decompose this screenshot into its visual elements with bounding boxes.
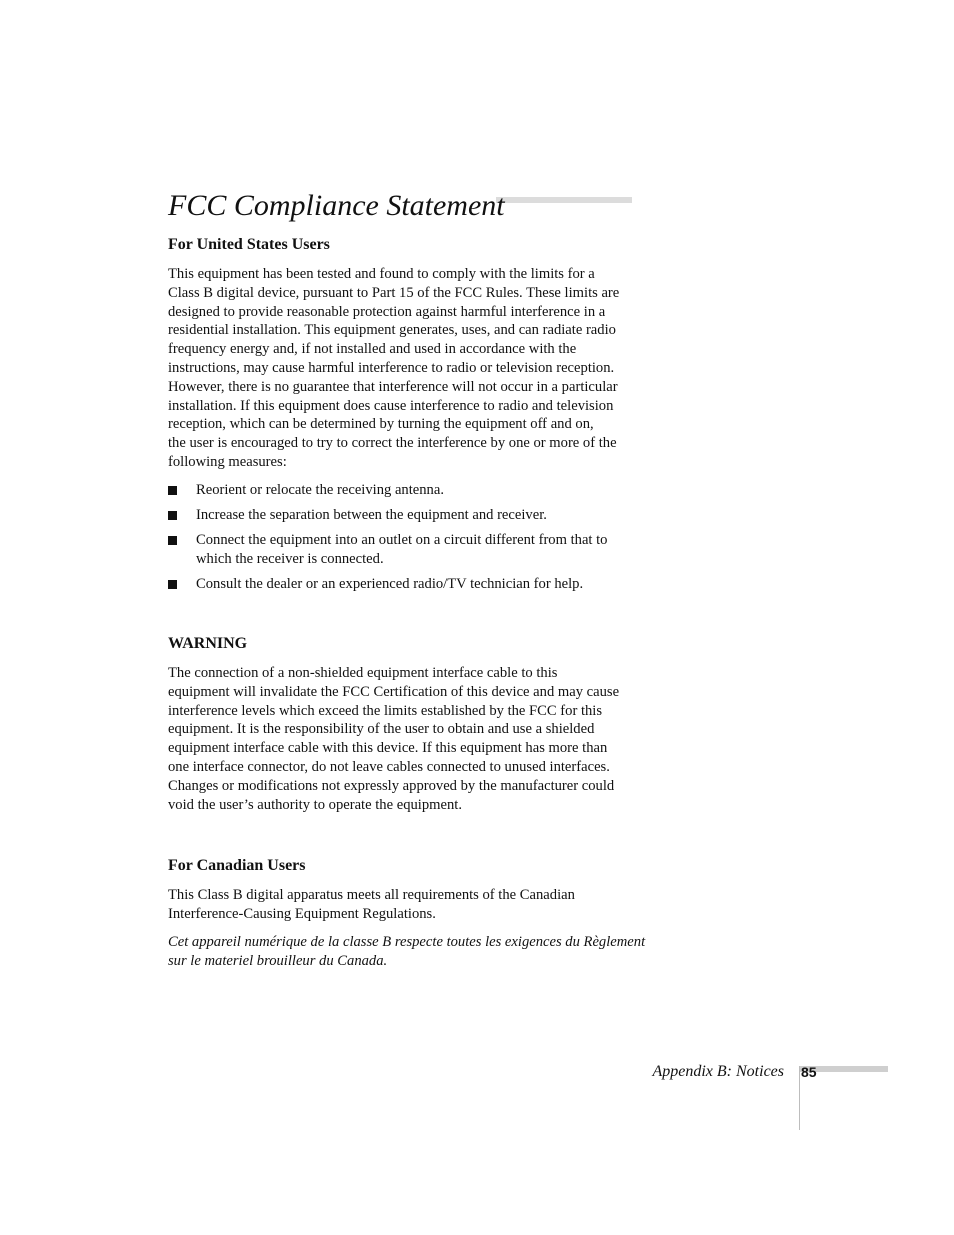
paragraph-line: Changes or modifications not expressly approved by the manufacturer could (168, 777, 615, 794)
paragraph-line: designed to provide reasonable protection against harmful interference in a (168, 303, 606, 320)
paragraph-line: void the user’s authority to operate the equipment. (168, 796, 462, 813)
list-item-text: Consult the dealer or an experienced radio/TV technician for help. (196, 576, 584, 592)
paragraph-line: installation. If this equipment does cause interference to radio and television (168, 397, 614, 414)
square-bullet-icon (168, 580, 177, 589)
canadian-users-heading: For Canadian Users (168, 857, 306, 874)
paragraph-line: instructions, may cause harmful interference to radio or television reception. (168, 359, 615, 376)
warning-paragraph (168, 664, 638, 814)
footer-divider (799, 1066, 800, 1130)
page-number: 85 (801, 1064, 817, 1080)
paragraph-line: Cet appareil numérique de la classe B respecte toutes les exigences du Règlement (168, 934, 646, 950)
warning-heading: WARNING (168, 635, 248, 652)
paragraph-line: reception, which can be determined by turning the equipment off and on, (168, 416, 594, 433)
square-bullet-icon (168, 511, 177, 520)
paragraph-line: This equipment has been tested and found to comply with the limits for a (168, 266, 595, 282)
paragraph-line: equipment will invalidate the FCC Certification of this device and may cause (168, 683, 620, 700)
paragraph-line: The connection of a non-shielded equipment interface cable to this (168, 665, 558, 681)
list-item-text: Connect the equipment into an outlet on a circuit different from that to (196, 532, 608, 548)
list-item-text: Increase the separation between the equipment and receiver. (196, 507, 547, 523)
paragraph-line: the user is encouraged to try to correct the interference by one or more of the (168, 435, 617, 452)
paragraph-line: This Class B digital apparatus meets all requirements of the Canadian (168, 887, 575, 903)
footer-section-title: Appendix B: Notices (652, 1063, 784, 1080)
paragraph-line: equipment interface cable with this device. If this equipment has more than (168, 740, 608, 757)
list-item-text: Reorient or relocate the receiving antenna. (196, 482, 444, 498)
paragraph-line: frequency energy and, if not installed and used in accordance with the (168, 341, 577, 358)
canadian-users-paragraph (168, 886, 638, 924)
paragraph-line: residential installation. This equipment generates, uses, and can radiate radio (168, 322, 616, 339)
paragraph-line: sur le materiel brouilleur du Canada. (168, 952, 388, 969)
square-bullet-icon (168, 486, 177, 495)
list-item-text: which the receiver is connected. (196, 550, 384, 567)
paragraph-line: following measures: (168, 453, 287, 470)
paragraph-line: one interface connector, do not leave cables connected to unused interfaces. (168, 758, 610, 775)
title-rule (496, 197, 632, 203)
us-users-heading: For United States Users (168, 236, 330, 253)
us-users-paragraph (168, 265, 638, 472)
page-title: FCC Compliance Statement (168, 189, 505, 222)
paragraph-line: Class B digital device, pursuant to Part 15 of the FCC Rules. These limits are (168, 284, 620, 301)
paragraph-line: equipment. It is the responsibility of the user to obtain and use a shielded (168, 721, 595, 738)
paragraph-line: However, there is no guarantee that interference will not occur in a particular (168, 378, 618, 395)
paragraph-line: interference levels which exceed the limits established by the FCC for this (168, 702, 603, 719)
square-bullet-icon (168, 536, 177, 545)
french-notice (168, 933, 646, 971)
paragraph-line: Interference-Causing Equipment Regulations. (168, 905, 436, 922)
